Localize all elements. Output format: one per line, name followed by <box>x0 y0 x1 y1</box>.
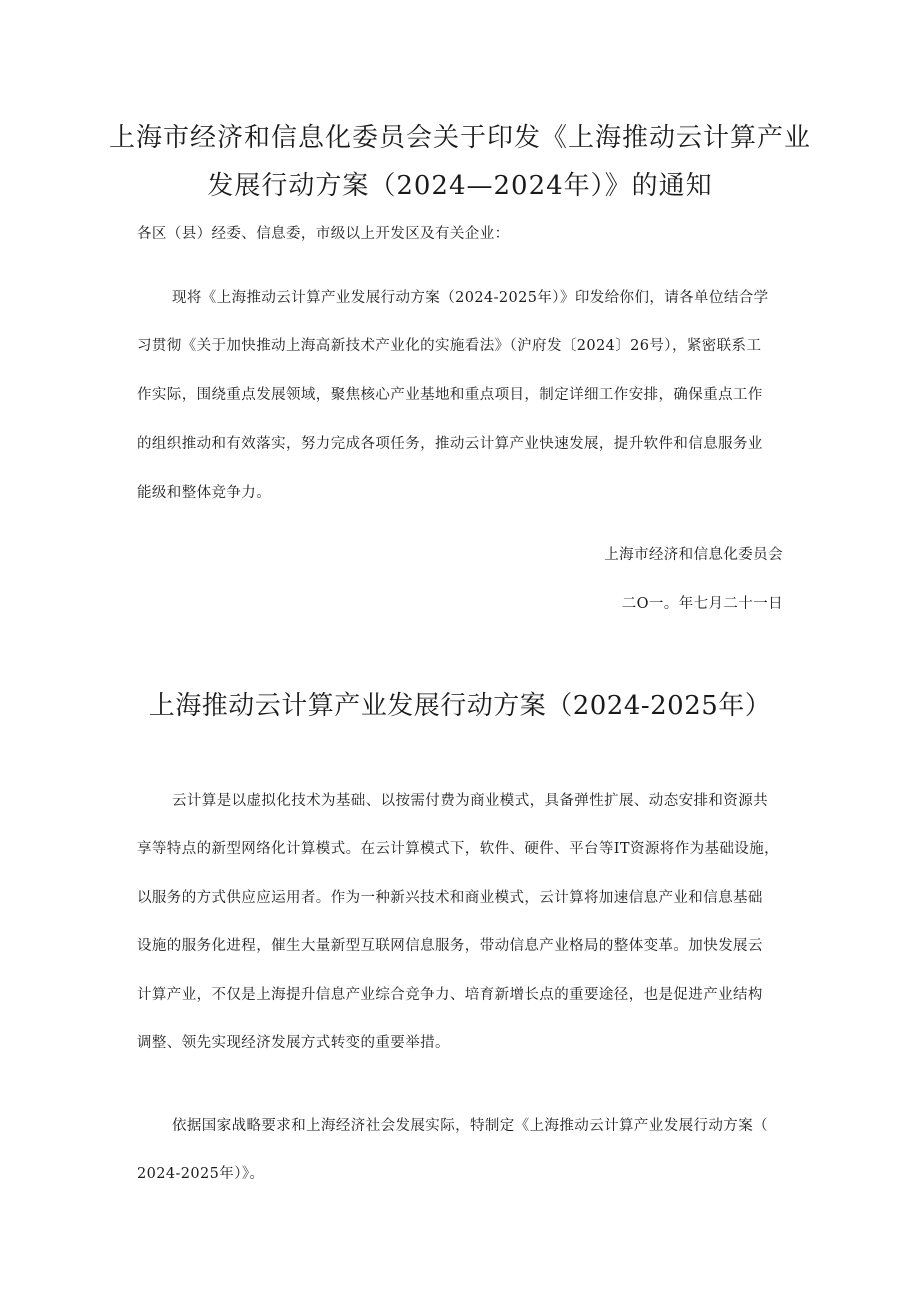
plan-para1-line: 设施的服务化进程，催生大量新型互联网信息服务，带动信息产业格局的整体变革。加快发展云 <box>137 938 763 954</box>
notice-body-line: 现将《上海推动云计算产业发展行动方案（2024-2025年）》印发给你们，请各单位结合学 <box>172 290 769 306</box>
notice-title-line-1: 上海市经济和信息化委员会关于印发《上海推动云计算产业 <box>108 123 811 153</box>
plan-para1-line: 云计算是以虚拟化技术为基础、以按需付费为商业模式，具备弹性扩展、动态安排和资源共 <box>172 793 768 809</box>
plan-para1-line: 以服务的方式供应应运用者。作为一种新兴技术和商业模式，云计算将加速信息产业和信息基础 <box>137 890 763 906</box>
notice-body-line: 能级和整体竞争力。 <box>137 485 272 501</box>
plan-para2-line: 2024-2025年）》。 <box>137 1166 265 1182</box>
plan-title: 上海推动云计算产业发展行动方案（2024-2025年） <box>148 691 772 721</box>
notice-body-line: 的组织推动和有效落实，努力完成各项任务，推动云计算产业快速发展，提升软件和信息服务业 <box>137 436 763 452</box>
notice-body-line: 习贯彻《关于加快推动上海高新技术产业化的实施看法》（沪府发〔2024〕26号），紧密联系工 <box>137 338 762 354</box>
notice-body-line: 作实际，围绕重点发展领域，聚焦核心产业基地和重点项目，制定详细工作安排，确保重点工作 <box>137 387 763 403</box>
notice-date: 二O一。年七月二十一日 <box>621 596 783 612</box>
plan-para1-line: 计算产业，不仅是上海提升信息产业综合竞争力、培育新增长点的重要途径，也是促进产业结构 <box>137 987 763 1003</box>
notice-title-line-2: 发展行动方案（2024—2024年）》的通知 <box>207 171 713 201</box>
plan-para1-line: 享等特点的新型网络化计算模式。在云计算模式下，软件、硬件、平台等IT资源将作为基础设施， <box>137 841 779 857</box>
notice-addressee: 各区（县）经委、信息委，市级以上开发区及有关企业： <box>137 226 510 242</box>
notice-signature: 上海市经济和信息化委员会 <box>604 547 783 563</box>
plan-para1-line: 调整、领先实现经济发展方式转变的重要举措。 <box>137 1035 450 1051</box>
plan-para2-line: 依据国家战略要求和上海经济社会发展实际，特制定《上海推动云计算产业发展行动方案（ <box>172 1118 768 1134</box>
